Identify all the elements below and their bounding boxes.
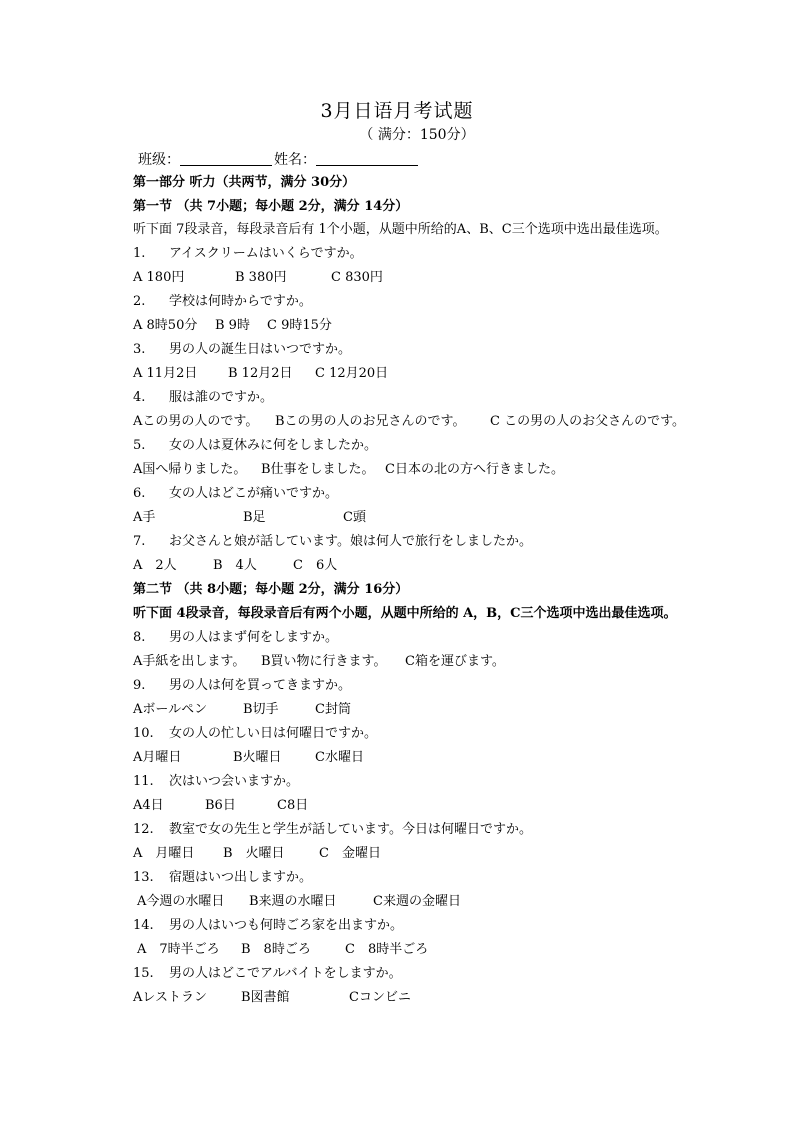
option-b: B仕事をしました。 bbox=[261, 462, 375, 477]
question-text: 男の人はどこでアルバイトをしますか。 bbox=[169, 966, 402, 981]
option-c: C8日 bbox=[277, 798, 309, 813]
option-a: A 8時50分 bbox=[133, 318, 198, 333]
options-11 bbox=[133, 798, 308, 814]
question-8 bbox=[133, 630, 338, 646]
question-text: 女の人はどこが痛いですか。 bbox=[169, 486, 339, 501]
option-c: C日本の北の方へ行きました。 bbox=[385, 462, 564, 477]
name-label: 姓名： bbox=[274, 152, 316, 168]
question-7 bbox=[133, 534, 532, 550]
question-13 bbox=[133, 870, 312, 886]
option-a: A国へ帰りました。 bbox=[133, 462, 247, 477]
options-1 bbox=[133, 270, 383, 286]
question-text: 男の人はまず何をしますか。 bbox=[169, 630, 339, 645]
option-c: Cコンビニ bbox=[349, 990, 411, 1005]
option-a: Aこの男の人のです。 bbox=[133, 414, 259, 429]
option-b: B図書館 bbox=[241, 990, 290, 1005]
question-text: 女の人は夏休みに何をしましたか。 bbox=[169, 438, 378, 453]
question-number: 15. bbox=[133, 966, 154, 981]
question-3 bbox=[133, 342, 351, 358]
section2-instruction: 听下面 4段录音，每段录音后有两个小题，从题中所给的 A，B，C三个选项中选出最佳选项。 bbox=[133, 606, 677, 621]
options-15 bbox=[133, 990, 411, 1006]
question-number: 11. bbox=[133, 774, 154, 789]
option-a: A手紙を出します。 bbox=[133, 654, 246, 669]
option-b: B 380円 bbox=[235, 270, 287, 285]
option-c: C 8時半ごろ bbox=[345, 942, 429, 957]
option-c: C箱を運びます。 bbox=[405, 654, 505, 669]
options-12 bbox=[133, 846, 381, 862]
option-b: B 8時ごろ bbox=[241, 942, 311, 957]
option-b: B火曜日 bbox=[233, 750, 282, 765]
question-15 bbox=[133, 966, 402, 982]
option-c: C 9時15分 bbox=[267, 318, 332, 333]
question-text: 男の人の誕生日はいつですか。 bbox=[169, 342, 352, 357]
option-b: B 火曜日 bbox=[223, 846, 285, 861]
options-8 bbox=[133, 654, 505, 670]
question-number: 3. bbox=[133, 342, 146, 357]
question-number: 14. bbox=[133, 918, 154, 933]
option-a: A月曜日 bbox=[133, 750, 182, 765]
option-c: C 6人 bbox=[293, 558, 338, 573]
question-text: アイスクリームはいくらですか。 bbox=[169, 246, 363, 261]
question-5 bbox=[133, 438, 377, 454]
option-b: Bこの男の人のお兄さんのです。 bbox=[275, 414, 466, 429]
question-number: 6. bbox=[133, 486, 146, 501]
class-label: 班级： bbox=[138, 152, 180, 168]
options-2 bbox=[133, 318, 332, 334]
options-5 bbox=[133, 462, 564, 478]
question-4 bbox=[133, 390, 273, 406]
option-c: C 830円 bbox=[331, 270, 383, 285]
question-text: 次はいつ会いますか。 bbox=[169, 774, 300, 789]
question-text: お父さんと娘が話しています。娘は何人で旅行をしましたか。 bbox=[169, 534, 532, 549]
option-c: C来週の金曜日 bbox=[373, 894, 461, 909]
option-c: C この男の人のお父さんのです。 bbox=[490, 414, 686, 429]
option-b: B切手 bbox=[243, 702, 279, 717]
question-text: 女の人の忙しい日は何曜日ですか。 bbox=[169, 726, 378, 741]
options-10 bbox=[133, 750, 364, 766]
option-b: B 12月2日 bbox=[228, 366, 293, 381]
option-a: Aレストラン bbox=[133, 990, 207, 1005]
question-number: 8. bbox=[133, 630, 146, 645]
part1-heading: 第一部分 听力（共两节，满分 30分） bbox=[133, 175, 356, 190]
option-c: C 金曜日 bbox=[319, 846, 381, 861]
question-number: 9. bbox=[133, 678, 146, 693]
question-1 bbox=[133, 246, 363, 262]
options-3 bbox=[133, 366, 388, 382]
options-6 bbox=[133, 510, 366, 526]
student-info bbox=[138, 149, 420, 169]
option-a: A 月曜日 bbox=[133, 846, 195, 861]
option-c: C水曜日 bbox=[315, 750, 364, 765]
question-text: 服は誰のですか。 bbox=[169, 390, 274, 405]
question-10 bbox=[133, 726, 377, 742]
class-blank[interactable] bbox=[180, 151, 272, 166]
options-7 bbox=[133, 558, 337, 574]
question-number: 10. bbox=[133, 726, 154, 741]
options-13 bbox=[137, 894, 461, 910]
question-number: 2. bbox=[133, 294, 146, 309]
option-a: A 180円 bbox=[133, 270, 185, 285]
exam-title: 3月日语月考试题 bbox=[320, 100, 474, 122]
question-number: 13. bbox=[133, 870, 154, 885]
name-blank[interactable] bbox=[316, 151, 418, 166]
option-a: A 2人 bbox=[133, 558, 177, 573]
question-text: 男の人はいつも何時ごろ家を出ますか。 bbox=[169, 918, 404, 933]
options-4 bbox=[133, 414, 685, 430]
question-number: 1. bbox=[133, 246, 146, 261]
question-12 bbox=[133, 822, 532, 838]
option-c: C 12月20日 bbox=[315, 366, 389, 381]
question-11 bbox=[133, 774, 299, 790]
option-c: C封筒 bbox=[315, 702, 351, 717]
question-number: 12. bbox=[133, 822, 154, 837]
options-9 bbox=[133, 702, 351, 718]
section1-heading: 第一节 （共 7小题；每小题 2分，满分 14分） bbox=[133, 199, 409, 214]
option-b: B 9時 bbox=[215, 318, 250, 333]
question-number: 7. bbox=[133, 534, 146, 549]
question-number: 5. bbox=[133, 438, 146, 453]
question-text: 教室で女の先生と学生が話しています。今日は何曜日ですか。 bbox=[169, 822, 532, 837]
option-a: A 11月2日 bbox=[133, 366, 198, 381]
section2-heading: 第二节 （共 8小题；每小题 2分，满分 16分） bbox=[133, 582, 409, 597]
option-b: B 4人 bbox=[213, 558, 257, 573]
option-a: A4日 bbox=[133, 798, 164, 813]
question-number: 4. bbox=[133, 390, 146, 405]
question-text: 男の人は何を買ってきますか。 bbox=[169, 678, 352, 693]
option-a: Aボールペン bbox=[133, 702, 208, 717]
full-score: （ 满分：150分） bbox=[359, 127, 475, 143]
question-text: 学校は何時からですか。 bbox=[169, 294, 312, 309]
question-9 bbox=[133, 678, 351, 694]
question-14 bbox=[133, 918, 403, 934]
question-text: 宿題はいつ出しますか。 bbox=[169, 870, 313, 885]
option-a: A 7時半ごろ bbox=[137, 942, 220, 957]
option-b: B買い物に行きます。 bbox=[261, 654, 387, 669]
option-a: A手 bbox=[133, 510, 156, 525]
option-b: B6日 bbox=[205, 798, 236, 813]
option-a: A今週の水曜日 bbox=[137, 894, 225, 909]
options-14 bbox=[137, 942, 428, 958]
option-b: B来週の水曜日 bbox=[249, 894, 337, 909]
option-c: C頭 bbox=[343, 510, 366, 525]
section1-instruction: 听下面 7段录音，每段录音后有 1个小题，从题中所给的A、B、C三个选项中选出最佳选项。 bbox=[133, 222, 668, 237]
option-b: B足 bbox=[243, 510, 266, 525]
question-6 bbox=[133, 486, 338, 502]
question-2 bbox=[133, 294, 312, 310]
